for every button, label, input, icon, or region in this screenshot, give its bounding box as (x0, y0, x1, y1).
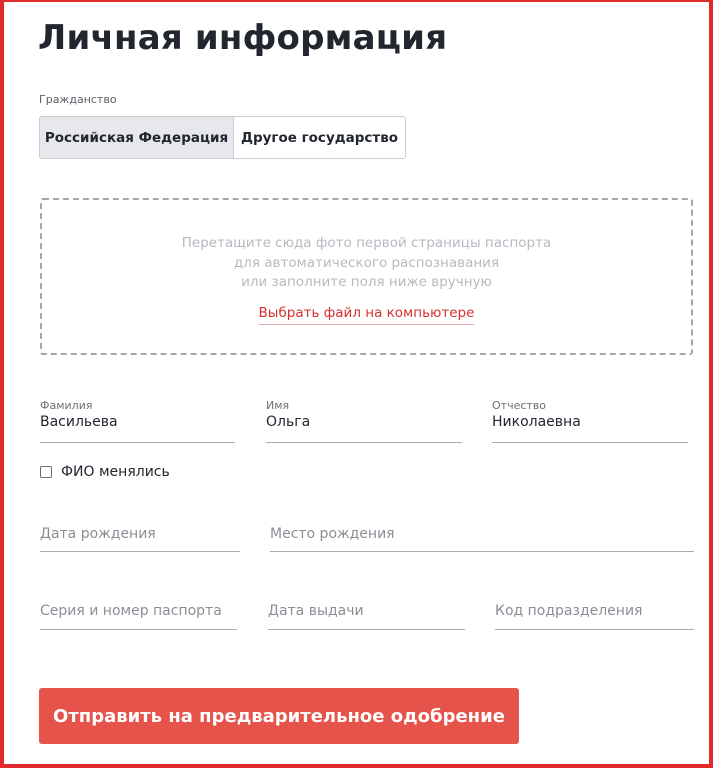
name-changed-label[interactable]: ФИО менялись (61, 464, 170, 480)
birth-place-placeholder: Место рождения (270, 526, 395, 542)
passport-number-placeholder: Серия и номер паспорта (40, 603, 222, 619)
first-name-field[interactable] (266, 399, 462, 443)
first-name-value[interactable]: Ольга (266, 414, 311, 430)
patronymic-value[interactable]: Николаевна (492, 414, 581, 430)
file-link-wrapper (42, 302, 691, 325)
birth-place-field[interactable] (270, 524, 694, 552)
citizenship-option-other[interactable]: Другое государство (234, 117, 405, 158)
citizenship-option-russia[interactable]: Российская Федерация (40, 117, 234, 158)
birth-date-field[interactable] (40, 524, 240, 552)
surname-field[interactable] (40, 399, 235, 443)
choose-file-link[interactable]: Выбрать файл на компьютере (259, 305, 475, 325)
page-title: Личная информация (38, 18, 448, 58)
name-changed-checkbox[interactable] (40, 466, 52, 478)
division-code-placeholder: Код подразделения (495, 603, 643, 619)
issue-date-field[interactable] (268, 602, 465, 630)
citizenship-label: Гражданство (39, 93, 117, 106)
name-changed-row (40, 464, 170, 480)
submit-button[interactable]: Отправить на предварительное одобрение (39, 688, 519, 744)
division-code-field[interactable] (495, 602, 694, 630)
dropzone-line: или заполните поля ниже вручную (241, 274, 492, 290)
birth-date-placeholder: Дата рождения (40, 526, 156, 542)
first-name-label: Имя (266, 399, 290, 412)
dropzone-line: Перетащите сюда фото первой страницы паспорта (181, 235, 552, 251)
surname-value[interactable]: Васильева (40, 414, 118, 430)
citizenship-selector (39, 116, 406, 159)
passport-number-field[interactable] (40, 602, 237, 630)
passport-dropzone[interactable] (40, 198, 693, 355)
surname-label: Фамилия (40, 399, 93, 412)
issue-date-placeholder: Дата выдачи (268, 603, 364, 619)
dropzone-line: для автоматического распознавания (233, 254, 500, 271)
patronymic-field[interactable] (492, 399, 688, 443)
patronymic-label: Отчество (492, 399, 547, 412)
dropzone-instructions (42, 234, 691, 293)
